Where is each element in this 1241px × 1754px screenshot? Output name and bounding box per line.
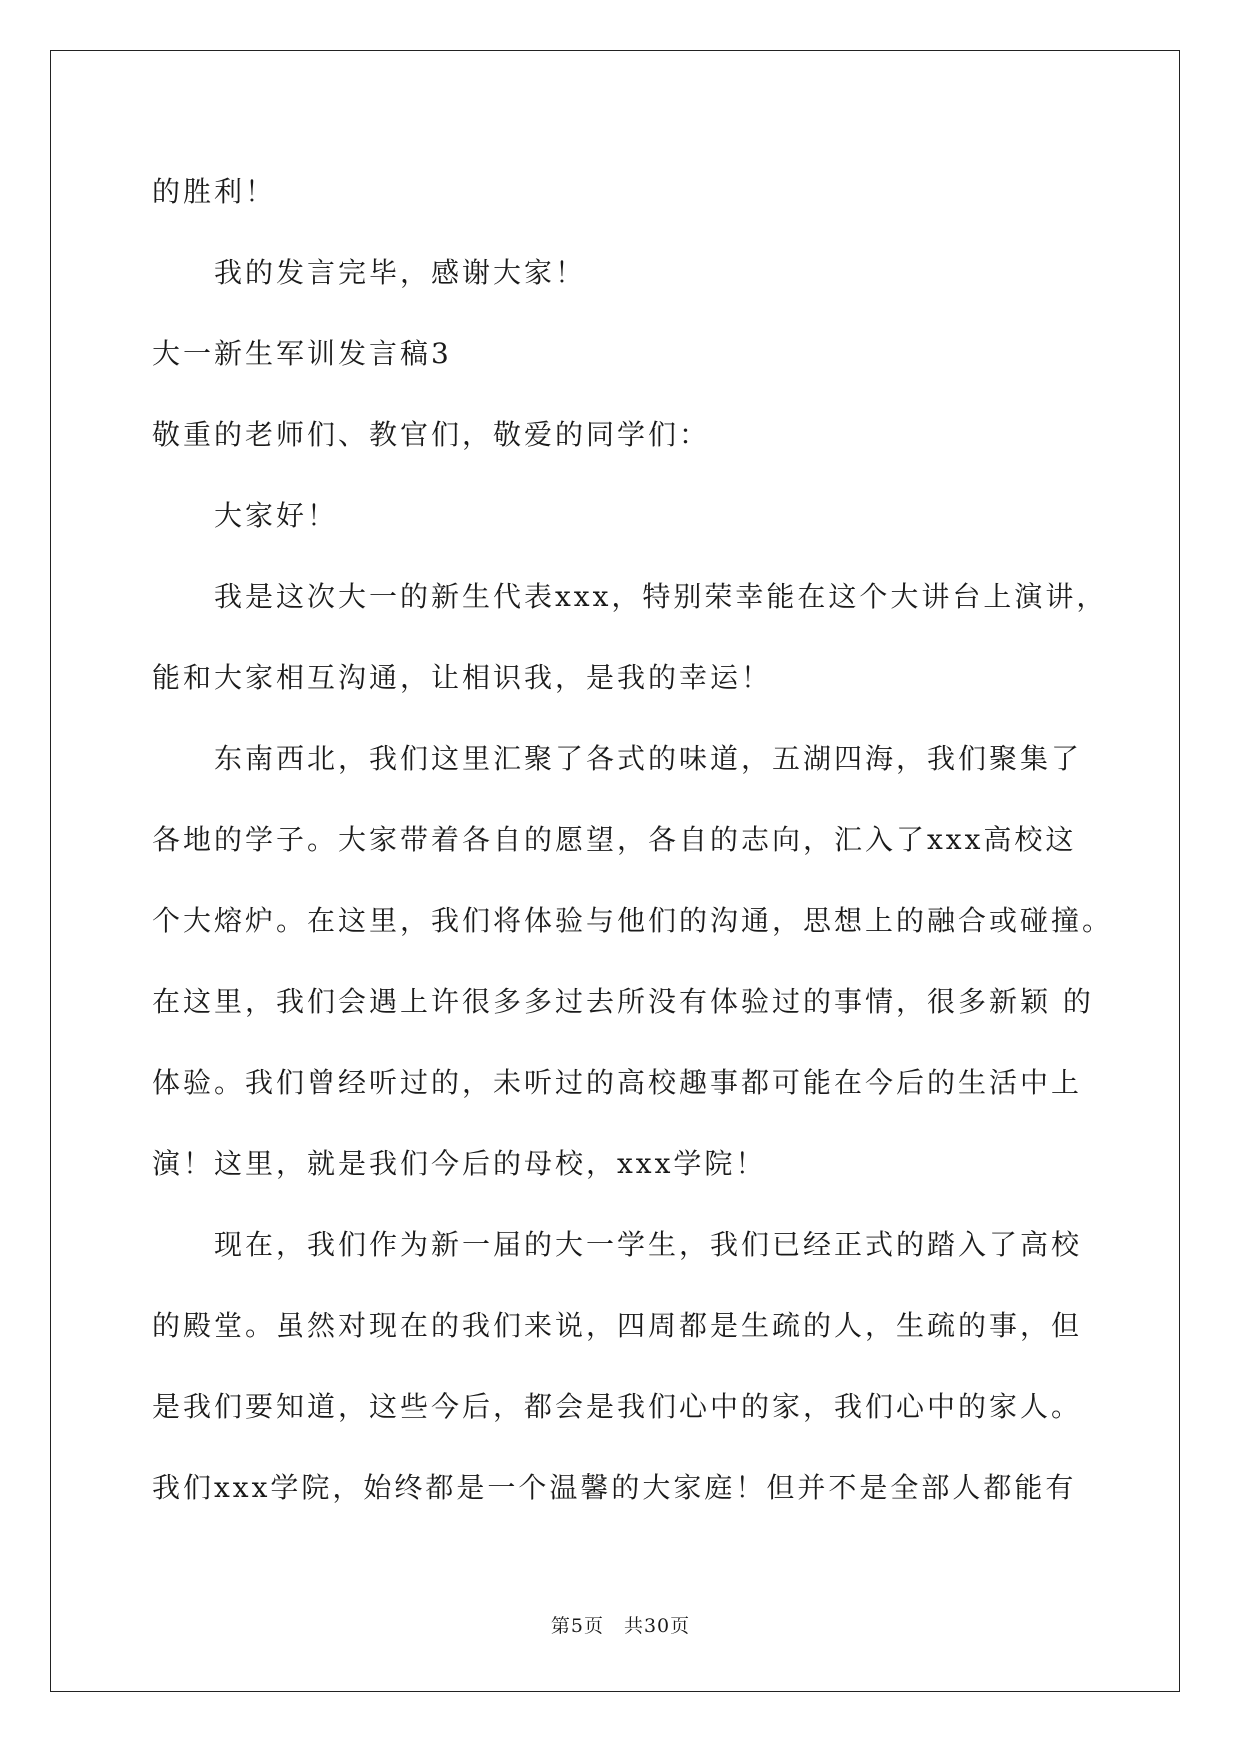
- greeting: 大家好！: [214, 499, 339, 532]
- text-line: 在这里，我们会遇上许很多多过去所没有体验过的事情，很多新颖 的: [152, 985, 1094, 1018]
- text-line: 个大熔炉。在这里，我们将体验与他们的沟通，思想上的融合或碰撞。: [152, 904, 1114, 937]
- text-line: 是我们要知道，这些今后，都会是我们心中的家，我们心中的家人。: [152, 1390, 1083, 1423]
- text-line: 的胜利！: [152, 175, 277, 208]
- salutation: 敬重的老师们、教官们，敬爱的同学们：: [152, 418, 711, 451]
- text-line: 演！这里，就是我们今后的母校，xxx学院！: [152, 1147, 767, 1180]
- text-line: 我们xxx学院，始终都是一个温馨的大家庭！但并不是全部人都能有: [152, 1471, 1077, 1504]
- text-line: 我是这次大一的新生代表xxx，特别荣幸能在这个大讲台上演讲，: [214, 580, 1108, 613]
- text-line: 能和大家相互沟通，让相识我，是我的幸运！: [152, 661, 773, 694]
- page-border: [50, 50, 1180, 1692]
- page-number: 第5页 共30页: [550, 1615, 691, 1637]
- text-line: 我的发言完毕，感谢大家！: [214, 256, 587, 289]
- text-line: 各地的学子。大家带着各自的愿望，各自的志向，汇入了xxx高校这: [152, 823, 1077, 856]
- section-heading: 大一新生军训发言稿3: [152, 337, 452, 370]
- text-line: 体验。我们曾经听过的，未听过的高校趣事都可能在今后的生活中上: [152, 1066, 1083, 1099]
- text-line: 的殿堂。虽然对现在的我们来说，四周都是生疏的人，生疏的事，但: [152, 1309, 1083, 1342]
- text-line: 东南西北，我们这里汇聚了各式的味道，五湖四海，我们聚集了: [214, 742, 1083, 775]
- text-line: 现在，我们作为新一届的大一学生，我们已经正式的踏入了高校: [214, 1228, 1083, 1261]
